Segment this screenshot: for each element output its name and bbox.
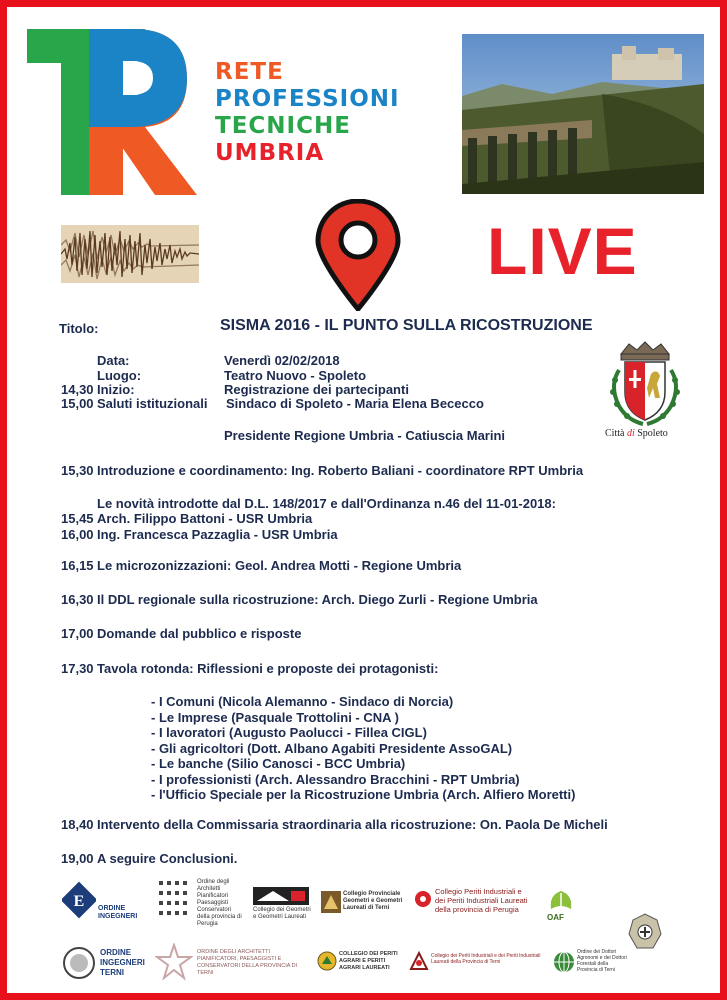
event-title: SISMA 2016 - IL PUNTO SULLA RICOSTRUZIONE: [220, 317, 593, 334]
rpt-line-professioni: PROFESSIONI: [215, 86, 400, 112]
city-name-suffix: Spoleto: [634, 428, 668, 439]
date-label: Data:: [97, 353, 130, 368]
program-time: 15,45: [61, 511, 94, 526]
ingegneri-terni-seal-icon: [62, 946, 96, 980]
location-pin-icon: [314, 199, 402, 311]
program-text: Le microzonizzazioni: Geol. Andrea Motti - Regione Umbria: [97, 558, 462, 573]
program-text: Le novità introdotte dal D.L. 148/2017 e dall'Ordinanza n.46 del 11-01-2018:: [97, 496, 556, 511]
rpt-logo: [27, 27, 199, 199]
oaf-leaf-icon: [547, 889, 575, 913]
architetti-terni-logo: [155, 943, 305, 983]
date-value: Venerdì 02/02/2018: [224, 353, 340, 368]
program-text: Ing. Francesca Pazzaglia - USR Umbria: [97, 527, 338, 542]
program-time: 16,30: [61, 592, 94, 607]
greet-value-president: Presidente Regione Umbria - Catiuscia Marini: [224, 428, 506, 443]
program-time: 15,30: [61, 463, 94, 478]
architetti-terni-star-icon: [155, 943, 193, 981]
spoleto-crest-icon: [597, 340, 693, 432]
ingegneri-emblem-icon: [62, 881, 96, 921]
program-text: Arch. Filippo Battoni - USR Umbria: [97, 511, 313, 526]
roundtable-item: - l'Ufficio Speciale per la Ricostruzione Umbria (Arch. Alfiero Moretti): [151, 787, 576, 802]
spoleto-photo: [462, 34, 704, 194]
start-time: 14,30: [61, 382, 94, 397]
periti-agrari-name: COLLEGIO DEI PERITI AGRARI E PERITI AGRARI LAUREATI: [339, 951, 398, 971]
program-text: Il DDL regionale sulla ricostruzione: Arch. Diego Zurli - Regione Umbria: [97, 592, 538, 607]
closing-time: 18,40: [61, 817, 94, 832]
roundtable-item: - I lavoratori (Augusto Paolucci - Fillea CIGL): [151, 725, 427, 740]
live-label: LIVE: [487, 214, 638, 288]
program-time: 17,30: [61, 661, 94, 676]
seismogram-icon: [61, 225, 199, 283]
periti-agrari-logo: [317, 951, 405, 975]
periti-perugia-logo: [413, 885, 531, 917]
greet-value-mayor: Sindaco di Spoleto - Maria Elena Bececco: [226, 396, 484, 411]
spoleto-city-name: [605, 428, 668, 439]
svg-text:E: E: [73, 893, 85, 910]
architetti-perugia-logo: [157, 879, 245, 925]
oaf-name: OAF: [547, 913, 564, 922]
agronomi-terni-logo: [553, 949, 629, 977]
roundtable-item: - I Comuni (Nicola Alemanno - Sindaco di Norcia): [151, 694, 454, 709]
program-text: Introduzione e coordinamento: Ing. Roberto Baliani - coordinatore RPT Umbria: [97, 463, 584, 478]
start-label: Inizio:: [97, 382, 135, 397]
program-text: Tavola rotonda: Riflessioni e proposte dei protagonisti:: [97, 661, 439, 676]
periti-terni-emblem-icon: [409, 951, 429, 971]
greet-label: Saluti istituzionali: [97, 396, 208, 411]
periti-terni-logo: [409, 951, 549, 975]
geometri-terni-emblem-icon: [321, 891, 341, 913]
architetti-perugia-name: Ordine degli Architetti Pianificatori Paesaggisti Conservatori della provincia di Perugia: [197, 879, 242, 927]
closing-time: 19,00: [61, 851, 94, 866]
architetti-terni-name: ORDINE DEGLI ARCHITETTI PIANIFICATORI, PAESAGGISTI E CONSERVATORI DELLA PROVINCIA DI TERNI: [197, 949, 298, 976]
program-time: 16,15: [61, 558, 94, 573]
program-time: 16,00: [61, 527, 94, 542]
title-label: Titolo:: [59, 321, 99, 336]
rpt-line-tecniche: TECNICHE: [215, 113, 351, 139]
program-time: 17,00: [61, 626, 94, 641]
start-value: Registrazione dei partecipanti: [224, 382, 409, 397]
periti-agrari-emblem-icon: [317, 951, 337, 971]
geometri-terni-name: Collegio Provinciale Geometri e Geometri Laureati di Terni: [343, 891, 403, 911]
ingegneri-perugia-name: ORDINE INGEGNERI: [98, 905, 138, 920]
agronomi-terni-name: Ordine dei Dottori Agronomi e dei Dottori Forestali della Provincia di Terni: [577, 949, 627, 973]
place-label: Luogo:: [97, 368, 142, 383]
roundtable-item: - Le Imprese (Pasquale Trottolini - CNA ): [151, 710, 399, 725]
periti-gear-icon: [413, 887, 433, 911]
program-text: Domande dal pubblico e risposte: [97, 626, 302, 641]
architetti-grid-icon: [157, 879, 195, 923]
geometri-terni-logo: [321, 891, 407, 915]
roundtable-item: - I professionisti (Arch. Alessandro Bracchini - RPT Umbria): [151, 772, 520, 787]
terni-province-map-icon: [627, 912, 663, 952]
roundtable-item: - Le banche (Silio Canosci - BCC Umbria): [151, 756, 406, 771]
roundtable-item: - Gli agricoltori (Dott. Albano Agabiti Presidente AssoGAL): [151, 741, 513, 756]
geometri-emblem-icon: [253, 887, 309, 905]
rpt-line-umbria: UMBRIA: [215, 140, 325, 166]
ingegneri-terni-name: ORDINE INGEGNERI TERNI: [100, 948, 145, 977]
closing-text: A seguire Conclusioni.: [97, 851, 238, 866]
periti-terni-name: Collegio dei Periti Industriali e dei Periti Industriali Laureati della Provincia di Terni: [431, 953, 541, 965]
geometri-perugia-logo: [253, 887, 315, 927]
ingegneri-terni-logo: [62, 942, 145, 986]
greet-time: 15,00: [61, 396, 94, 411]
rpt-line-rete: RETE: [215, 59, 284, 85]
city-name-di: di: [626, 428, 635, 439]
geometri-perugia-name: Collegio dei Geometri e Geometri Laureati: [253, 907, 311, 920]
agronomi-globe-icon: [553, 951, 575, 973]
place-value: Teatro Nuovo - Spoleto: [224, 368, 367, 383]
city-name-prefix: Città: [605, 428, 627, 439]
closing-text: Intervento della Commissaria straordinaria alla ricostruzione: On. Paola De Micheli: [97, 817, 608, 832]
ingegneri-perugia-logo: [62, 881, 142, 925]
oaf-logo: [547, 889, 625, 925]
periti-perugia-name: Collegio Periti Industriali e dei Periti Industriali Laureati della provincia di Perugia: [435, 887, 528, 914]
